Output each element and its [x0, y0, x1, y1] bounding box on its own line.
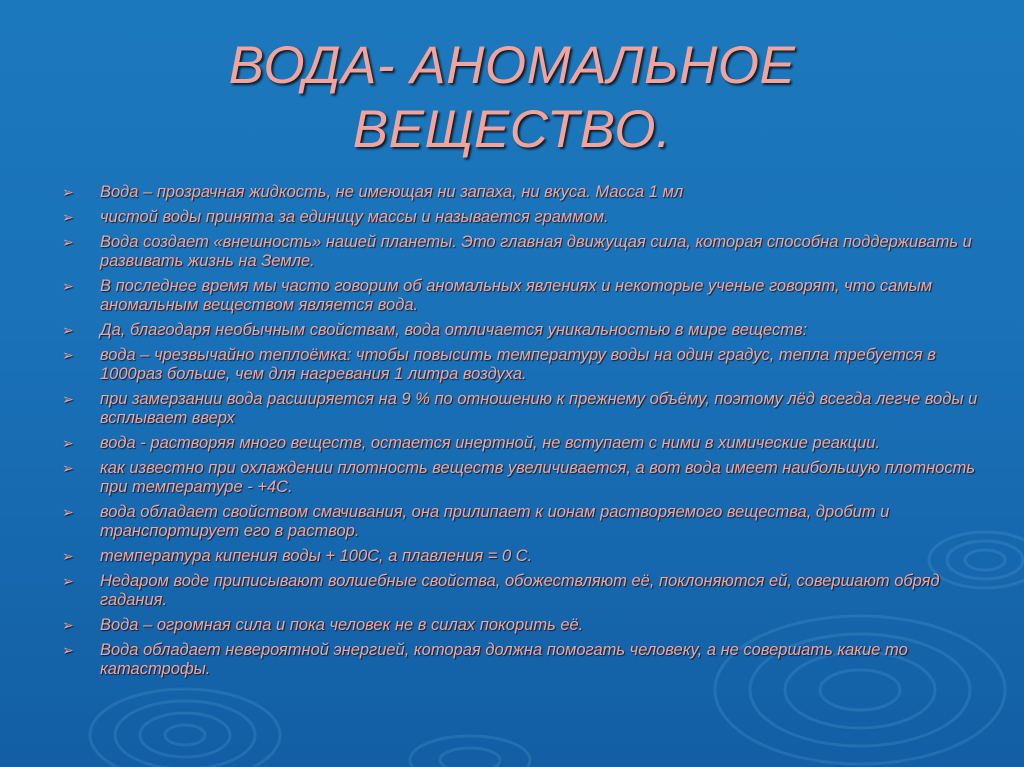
- bullet-text: Вода создает «внешность» нашей планеты. Это главная движущая сила, которая способна поддерживать и развивать жизнь на Земле.: [100, 233, 972, 270]
- arrow-bullet-icon: ➢: [62, 234, 74, 250]
- arrow-bullet-icon: ➢: [62, 642, 74, 658]
- arrow-bullet-icon: ➢: [62, 548, 74, 564]
- arrow-bullet-icon: ➢: [62, 391, 74, 407]
- bullet-item: [62, 434, 982, 453]
- arrow-bullet-icon: ➢: [62, 347, 74, 363]
- bullet-item: [62, 321, 982, 340]
- bullet-item: [62, 233, 982, 271]
- bullet-item: [62, 503, 982, 541]
- bullet-text: Вода обладает невероятной энергией, которая должна помогать человеку, а не совершать какие то катастрофы.: [100, 641, 908, 678]
- bullet-text: Вода – огромная сила и пока человек не в силах покорить её.: [100, 616, 584, 634]
- bullet-item: [62, 277, 982, 315]
- arrow-bullet-icon: ➢: [62, 504, 74, 520]
- arrow-bullet-icon: ➢: [62, 184, 74, 200]
- arrow-bullet-icon: ➢: [62, 617, 74, 633]
- arrow-bullet-icon: ➢: [62, 209, 74, 225]
- bullet-text: при замерзании вода расширяется на 9 % по отношению к прежнему объёму, поэтому лёд всегда легче воды и всплывает вверх: [100, 390, 978, 427]
- slide-title-line2: ВЕЩЕСТВО.: [352, 100, 672, 159]
- bullet-text: вода обладает свойством смачивания, она прилипает к ионам растворяемого вещества, дробит и транспортирует его в раствор.: [100, 503, 890, 540]
- slide-title-line1: ВОДА- АНОМАЛЬНОЕ: [228, 36, 796, 95]
- bullet-text: Да, благодаря необычным свойствам, вода отличается уникальностью в мире веществ:: [100, 321, 808, 339]
- arrow-bullet-icon: ➢: [62, 322, 74, 338]
- bullet-item: [62, 459, 982, 497]
- bullet-item: [62, 641, 982, 679]
- arrow-bullet-icon: ➢: [62, 278, 74, 294]
- bullet-item: [62, 572, 982, 610]
- arrow-bullet-icon: ➢: [62, 573, 74, 589]
- bullet-item: [62, 346, 982, 384]
- arrow-bullet-icon: ➢: [62, 435, 74, 451]
- bullet-text: чистой воды принята за единицу массы и называется граммом.: [100, 208, 609, 226]
- bullet-text: В последнее время мы часто говорим об аномальных явлениях и некоторые ученые говорят, что самым аномальным веществом является вода.: [100, 277, 933, 314]
- slide-title: [60, 34, 964, 162]
- bullet-text: вода - растворяя много веществ, остается инертной, не вступает с ними в химические реакции.: [100, 434, 881, 452]
- bullet-item: [62, 390, 982, 428]
- bullet-item: [62, 616, 982, 635]
- bullet-item: [62, 183, 982, 202]
- bullet-text: как известно при охлаждении плотность веществ увеличивается, а вот вода имеет наибольшую плотность при температуре - +4С.: [100, 459, 975, 496]
- bullet-text: Вода – прозрачная жидкость, не имеющая ни запаха, ни вкуса. Масса 1 мл: [100, 183, 684, 201]
- bullet-item: [62, 547, 982, 566]
- bullet-text: Недаром воде приписывают волшебные свойства, обожествляют её, поклоняются ей, совершают обряд гадания.: [100, 572, 940, 609]
- arrow-bullet-icon: ➢: [62, 460, 74, 476]
- bullet-item: [62, 208, 982, 227]
- bullet-list: [62, 183, 982, 685]
- bullet-text: вода – чрезвычайно теплоёмка: чтобы повысить температуру воды на один градус, тепла требуется в 1000раз больше, чем для нагревания 1 литра воздуха.: [100, 346, 936, 383]
- bullet-text: температура кипения воды + 100С, а плавления = 0 С.: [100, 547, 533, 565]
